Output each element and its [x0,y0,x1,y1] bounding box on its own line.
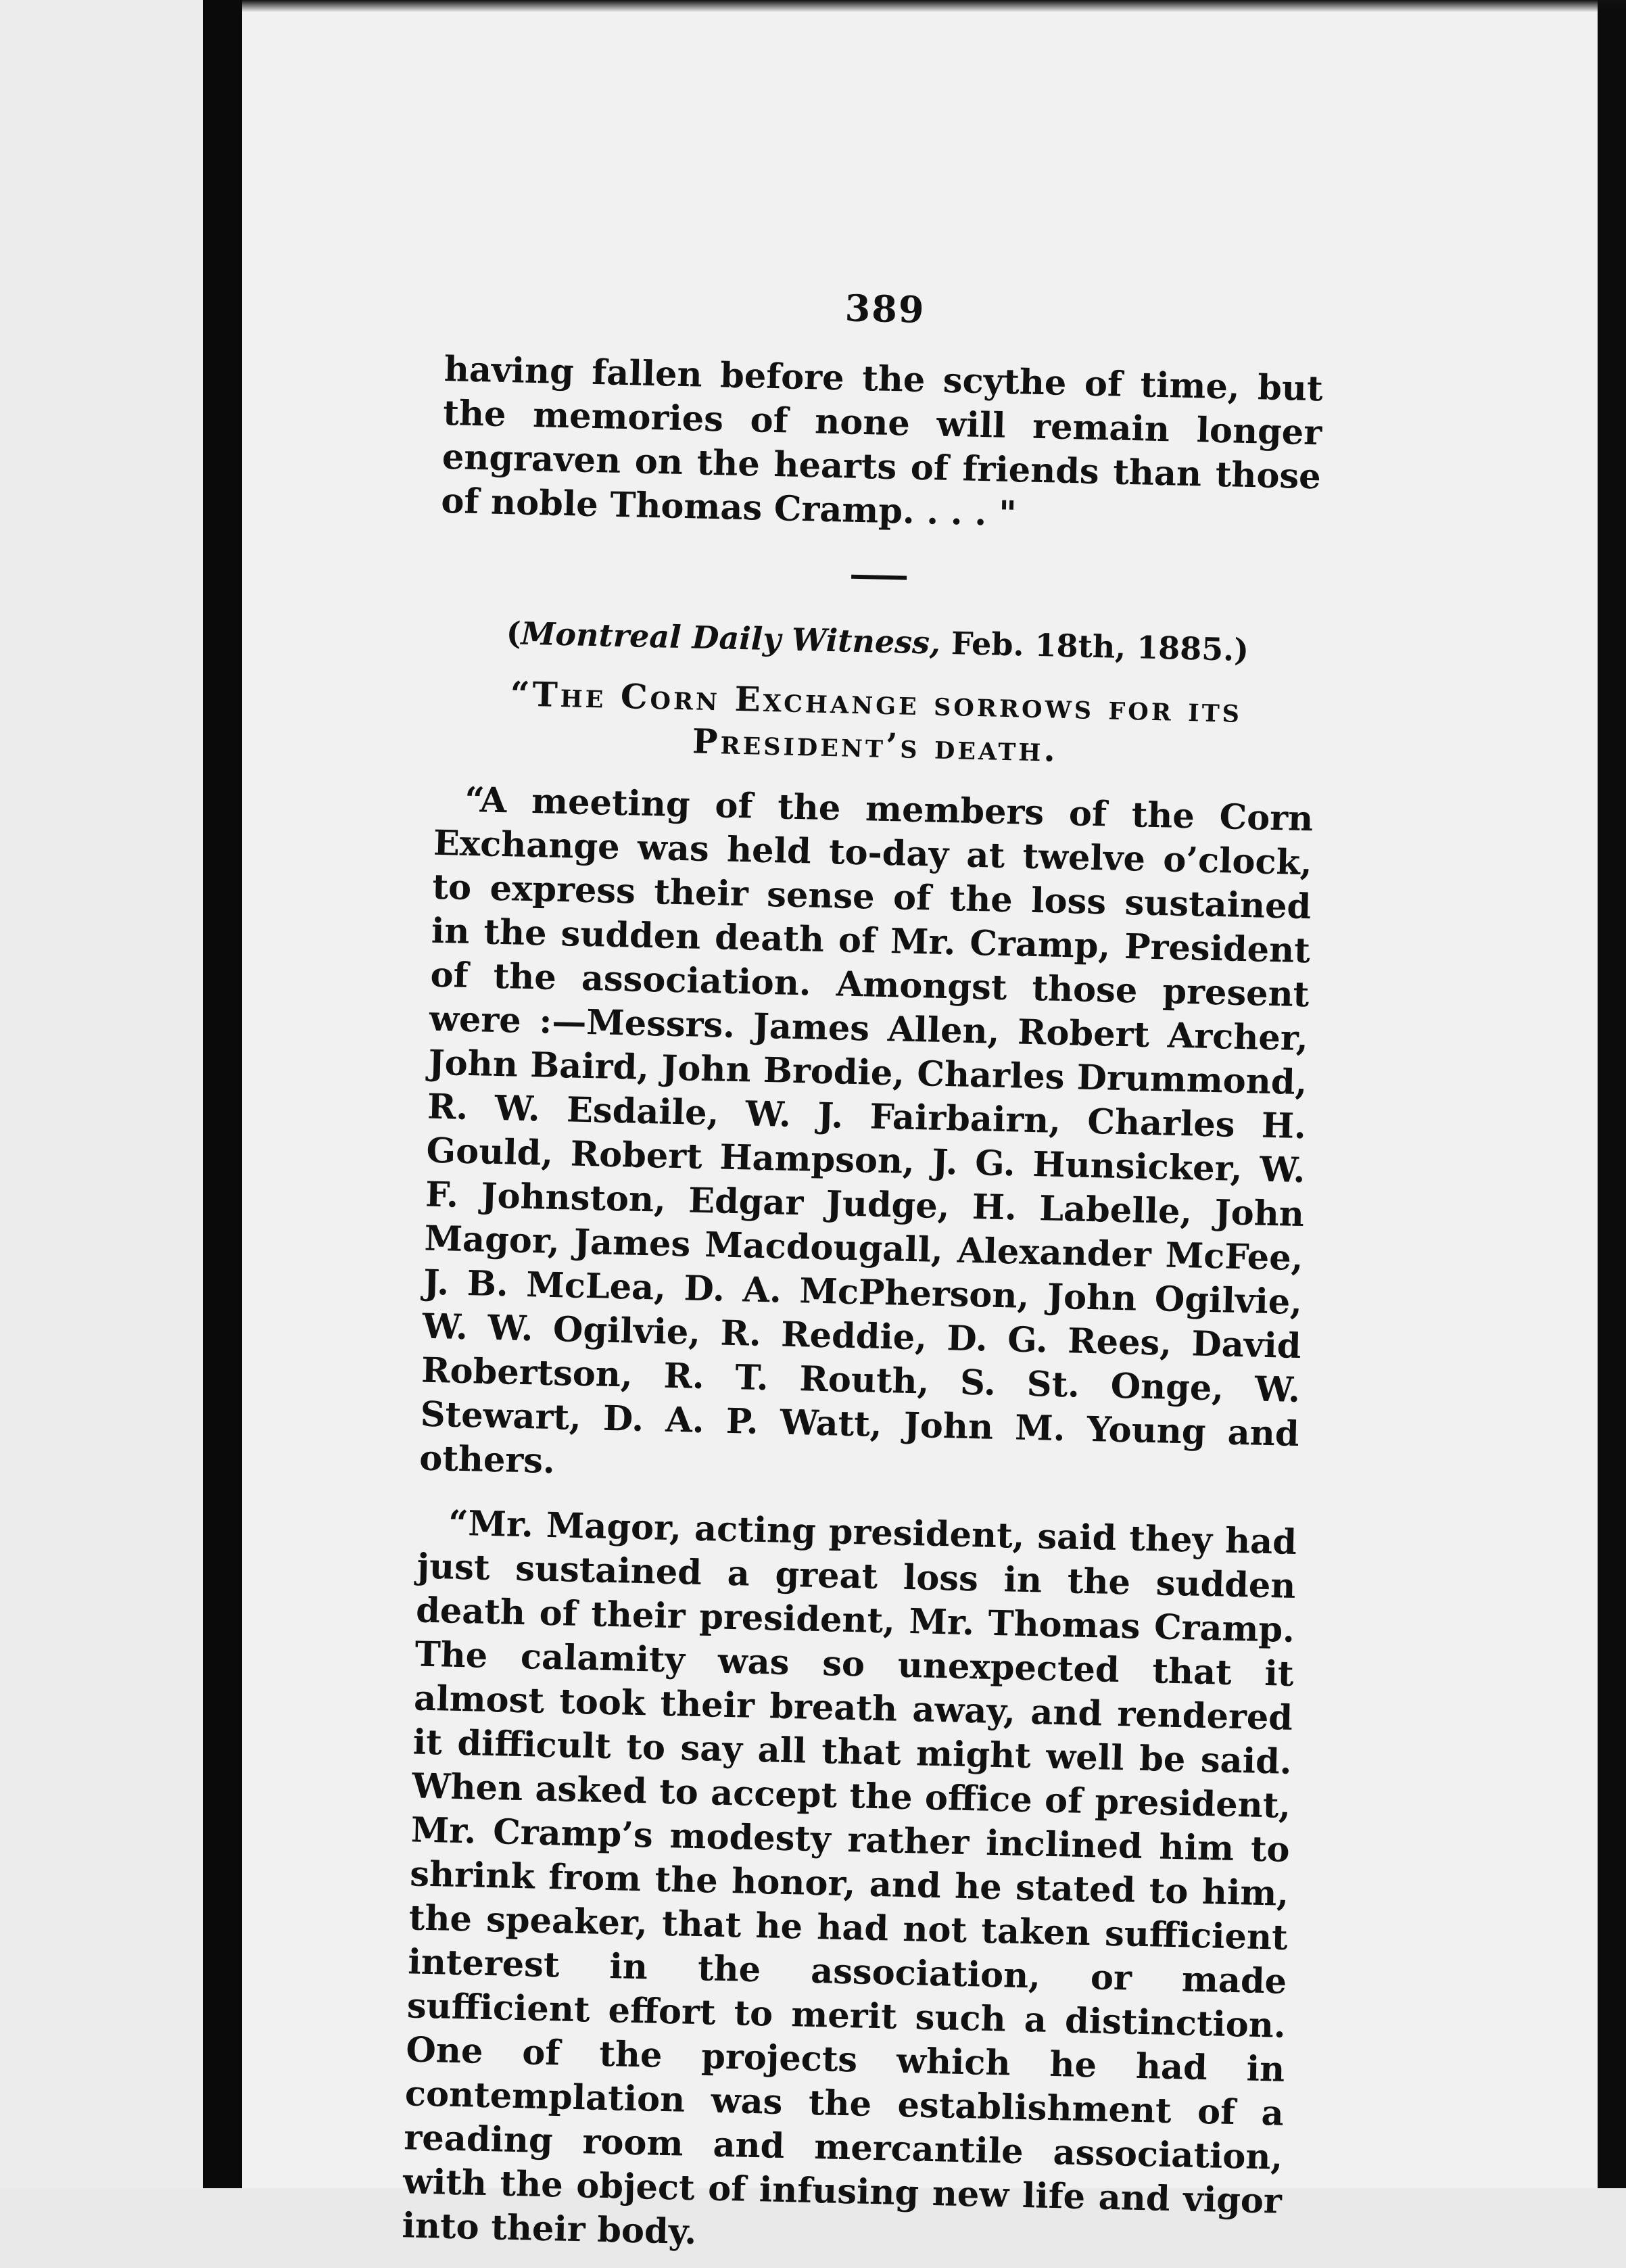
source-open: ( [506,615,522,652]
source-citation [437,611,1317,671]
opening-paragraph: having fallen before the scythe of time, but the memories of none will remain longer engraven on the hearts of friends than those of noble Thomas Cramp. . . . " [440,348,1324,535]
article-headline: “The Corn Exchange sorrows for its President’s death. [510,674,1243,770]
paragraph-meeting: “A meeting of the members of the Corn Exchange was held to-day at twelve o’clock, to express their sense of the loss sustained in the sudden death of Mr. Cramp, President of the association. Amongst those present were :—Messrs. James Allen, Robert Archer, John Baird, John Brodie, Charles Drummond, R. W. Esdaile, W. J. Fairbairn, Charles H. Gould, Robert Hampson, J. G. Hunsicker, W. F. Johnston, Edgar Judge, H. Labelle, John Magor, James Macdougall, Alexander McFee, J. B. McLea, D. A. McPherson, John Ogilvie, W. W. Ogilvie, R. Reddie, D. G. Rees, David Robertson, R. T. Routh, S. St. Onge, W. Stewart, D. A. P. Watt, John M. Young and others. [419,779,1314,1482]
scan-shadow [242,0,1626,12]
source-title: Montreal Daily Witness, [520,615,941,661]
book-gutter [203,0,242,2188]
section-divider [851,575,907,580]
page-number: 389 [844,286,926,332]
facing-page-edge [0,0,203,2188]
scan-border [1598,0,1626,2188]
page-text [402,277,1325,2268]
paragraph-magor: “Mr. Magor, acting president, said they had just sustained a great loss in the sudden death of their president, Mr. Thomas Cramp. The calamity was so unexpected that it almost took their breath away, and rendered it difficult to say all that might well be said. When asked to accept the office of president, Mr. Cramp’s modesty rather inclined him to shrink from the honor, and he stated to him, the speaker, that he had not taken sufficient interest in the association, or made sufficient effort to merit such a distinction. One of the projects which he had in contemplation was the establishment of a reading room and mercantile association, with the object of infusing new life and vigor into their body. [401,1503,1297,2253]
source-date: Feb. 18th, 1885.) [940,624,1249,669]
